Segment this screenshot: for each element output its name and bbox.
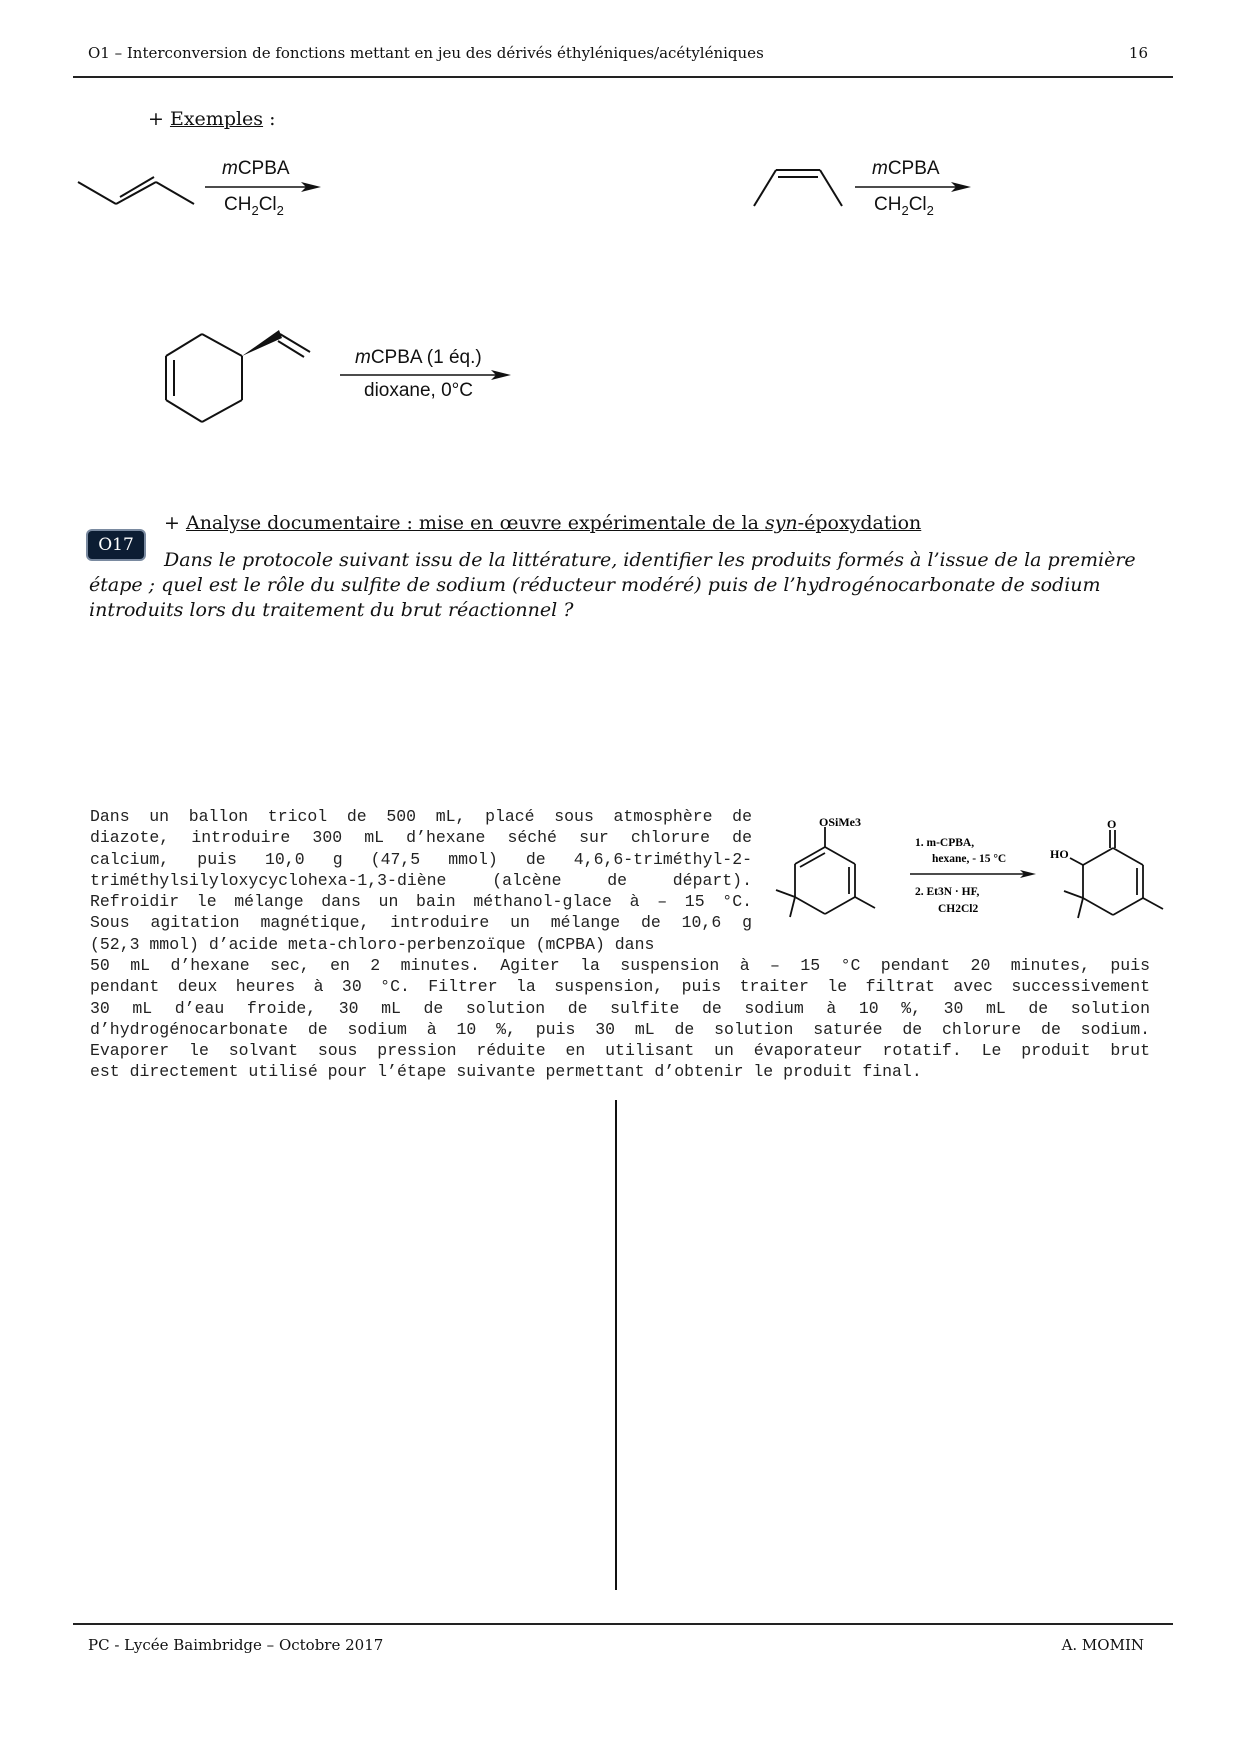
reaction3-conditions: dioxane, 0°C: [364, 380, 473, 401]
header-title: O1 – Interconversion de fonctions mettant en jeu des dérivés éthyléniques/acétyléniques: [88, 44, 764, 62]
page-footer: [88, 1636, 1144, 1654]
examples-bullet: +: [148, 108, 164, 130]
reactant-silyl-group: OSiMe3: [819, 815, 861, 829]
answer-column-divider: [615, 1100, 617, 1590]
analysis-bullet: +: [164, 512, 180, 534]
reaction3-reagent: mCPBA (1 éq.): [355, 347, 482, 368]
product-ketone-oxygen: O: [1107, 817, 1117, 831]
protocol-line: 50 mL d’hexane sec, en 2 minutes. Agiter la suspension à – 15 °C pendant 20 minutes, puis: [90, 956, 1150, 975]
vinylcyclohexene-structure: [160, 320, 320, 430]
protocol-line: d’hydrogénocarbonate de sodium à 10 %, puis 30 mL de solution saturée de chlorure de sodium.: [90, 1019, 1150, 1039]
reaction2-reagent: mCPBA: [872, 158, 940, 179]
protocol-line: Evaporer le solvant sous pression réduite en utilisant un évaporateur rotatif. Le produit brut: [90, 1041, 1150, 1061]
analysis-title: Analyse documentaire : mise en œuvre expérimentale de la syn-époxydation: [185, 512, 922, 534]
reaction1-arrow: [205, 180, 325, 194]
protocol-line: Dans un ballon tricol de 500 mL, placé sous atmosphère de: [90, 807, 752, 826]
cis-butene-structure: [750, 160, 850, 210]
examples-title: Exemples: [169, 108, 264, 130]
protocol-line: Sous agitation magnétique, introduire un mélange de 10,6 g: [90, 913, 752, 933]
protocol-wide-block: [90, 955, 1150, 1083]
reaction1-reagent-prefix: m: [222, 158, 238, 179]
reaction1-reagent-rest: CPBA: [237, 158, 290, 179]
analysis-question: [89, 548, 1159, 623]
protocol-line: triméthylsilyloxycyclohexa-1,3-diène (alcène de départ).: [90, 870, 752, 890]
footer-author: A. MOMIN: [1061, 1636, 1144, 1654]
examples-colon: :: [263, 108, 276, 130]
reaction2-arrow: [855, 180, 975, 194]
protocol-line: 30 mL d’eau froide, 30 mL de solution de sulfite de sodium à 10 %, 30 mL de solution: [90, 998, 1150, 1018]
footer-left: PC - Lycée Baimbridge – Octobre 2017: [88, 1636, 384, 1654]
protocol-narrow-block: [90, 806, 752, 955]
page-number: 16: [1128, 44, 1148, 62]
protocol-line: diazote, introduire 300 mL d’hexane séché sur chlorure de: [90, 828, 752, 848]
trans-butene-structure: [70, 160, 200, 210]
exercise-badge: O17: [88, 531, 144, 559]
step1-reagent: 1. m-CPBA,: [915, 837, 975, 849]
protocol-line: pendant deux heures à 30 °C. Filtrer la suspension, puis traiter le filtrat avec successivement: [90, 977, 1150, 997]
protocol-line: Refroidir le mélange dans un bain méthanol-glace à – 15 °C.: [90, 892, 752, 912]
footer-rule: [73, 1623, 1173, 1625]
product-hydroxyl-group: HO: [1050, 847, 1069, 861]
reaction1-solvent: $CH_2Cl_2$: [224, 194, 284, 218]
examples-heading: [148, 108, 276, 130]
step2-reagent: 2. Et3N · HF,: [915, 886, 980, 898]
step1-conditions: hexane, - 15 °C: [932, 853, 1007, 865]
reaction2-solvent: $CH_2Cl_2$: [874, 194, 934, 218]
step2-solvent: CH2Cl2: [938, 903, 979, 915]
analysis-heading: [164, 512, 921, 534]
protocol-line: (52,3 mmol) d’acide meta-chloro-perbenzoïque (mCPBA) dans: [90, 934, 655, 954]
page-header: [88, 44, 1148, 66]
header-rule: [73, 76, 1173, 78]
question-text: Dans le protocole suivant issu de la littérature, identifier les produits formés à l’issue de la première étape ; quel est le rôle du sulfite de sodium (réducteur modéré) puis de l’hydrogénocarbonate de sodium introduits lors du traitement du brut réactionnel ?: [89, 549, 1136, 621]
protocol-line: est directement utilisé pour l’étape suivante permettant d’obtenir le produit final.: [90, 1062, 922, 1082]
protocol-line: calcium, puis 10,0 g (47,5 mmol) de 4,6,6-triméthyl-2-: [90, 849, 752, 869]
reaction1-reagent: [222, 158, 290, 180]
protocol-reaction-scheme: [770, 812, 1190, 927]
